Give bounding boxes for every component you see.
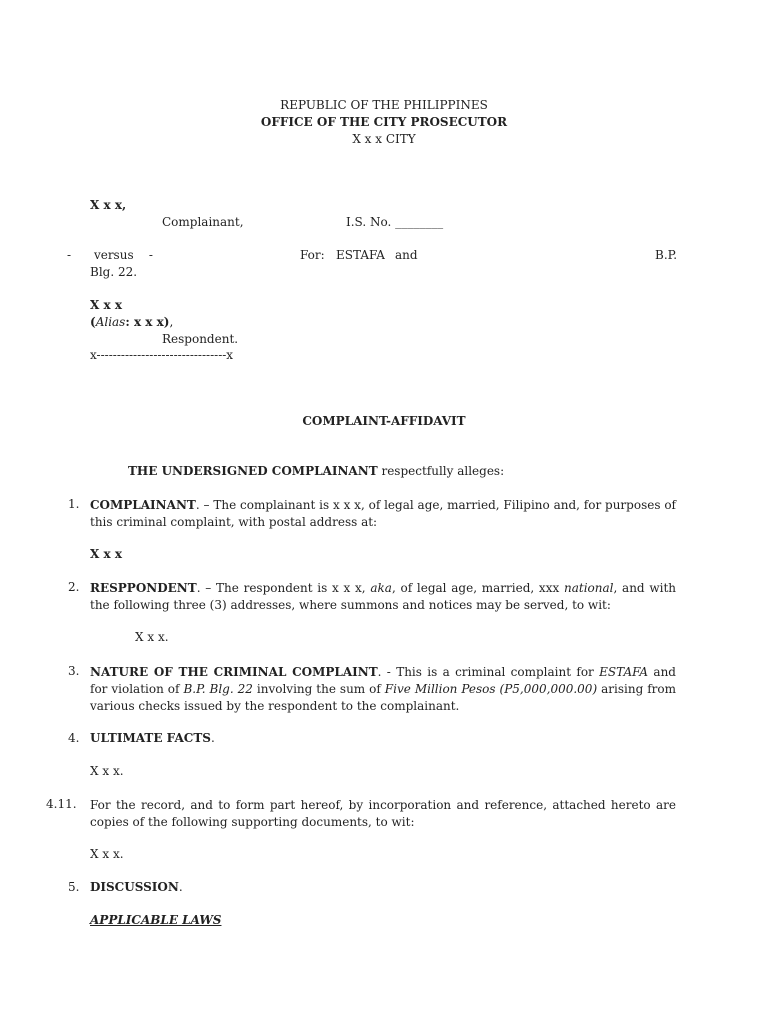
header-office: OFFICE OF THE CITY PROSECUTOR xyxy=(260,115,508,129)
document-title: COMPLAINT-AFFIDAVIT xyxy=(302,414,466,428)
respondent-name: X x x xyxy=(90,298,122,312)
complainant-name: X x x, xyxy=(90,198,127,212)
is-number: I.S. No. ________ xyxy=(346,215,444,229)
supporting-documents-value: X x x. xyxy=(90,847,124,861)
paragraph-5-number: 5. xyxy=(68,880,80,894)
intro-line: THE UNDERSIGNED COMPLAINANT respectfully alleges: xyxy=(128,464,505,478)
for-bp: B.P. xyxy=(655,248,678,262)
for-blg: Blg. 22. xyxy=(90,265,138,279)
paragraph-2-text: RESPPONDENT. – The respondent is x x x, aka, of legal age, married, xxx national, and with the following three (3) addresses, where summons and notices may be served, to wit: xyxy=(90,581,676,612)
ultimate-facts-value: X x x. xyxy=(90,764,124,778)
respondent-alias: (Alias: x x x), xyxy=(90,315,174,329)
paragraph-2-number: 2. xyxy=(68,580,80,594)
paragraph-1-number: 1. xyxy=(68,497,80,511)
complainant-address: X x x xyxy=(90,547,122,561)
complainant-label: Complainant, xyxy=(162,215,244,229)
header-republic: REPUBLIC OF THE PHILIPPINES xyxy=(280,98,488,112)
respondent-label: Respondent. xyxy=(162,332,239,346)
applicable-laws-heading: APPLICABLE LAWS xyxy=(90,913,222,927)
paragraph-4-11-number: 4.11. xyxy=(46,797,77,811)
for-and: and xyxy=(395,248,418,262)
caption-separator: x--------------------------------x xyxy=(90,348,234,362)
versus-label: - versus - xyxy=(67,248,153,262)
paragraph-3-number: 3. xyxy=(68,664,80,678)
for-estafa: ESTAFA xyxy=(336,248,385,262)
paragraph-4-heading: ULTIMATE FACTS. xyxy=(90,731,215,745)
for-label: For: xyxy=(300,248,325,262)
respondent-addresses: X x x. xyxy=(135,630,169,644)
paragraph-1-text: COMPLAINANT. – The complainant is x x x, of legal age, married, Filipino and, for purposes of this criminal complaint, with postal address at: xyxy=(90,498,676,529)
paragraph-4-11-text: For the record, and to form part hereof, by incorporation and reference, attached hereto are copies of the following supporting documents, to wit: xyxy=(90,798,676,829)
paragraph-5-heading: DISCUSSION. xyxy=(90,880,183,894)
paragraph-4-number: 4. xyxy=(68,731,80,745)
paragraph-3-text: NATURE OF THE CRIMINAL COMPLAINT. - This is a criminal complaint for ESTAFA and for violation of B.P. Blg. 22 involving the sum of Five Million Pesos (P5,000,000.00) arising from various checks issued by the respondent to the complainant. xyxy=(90,665,677,713)
header-city: X x x CITY xyxy=(352,132,416,146)
